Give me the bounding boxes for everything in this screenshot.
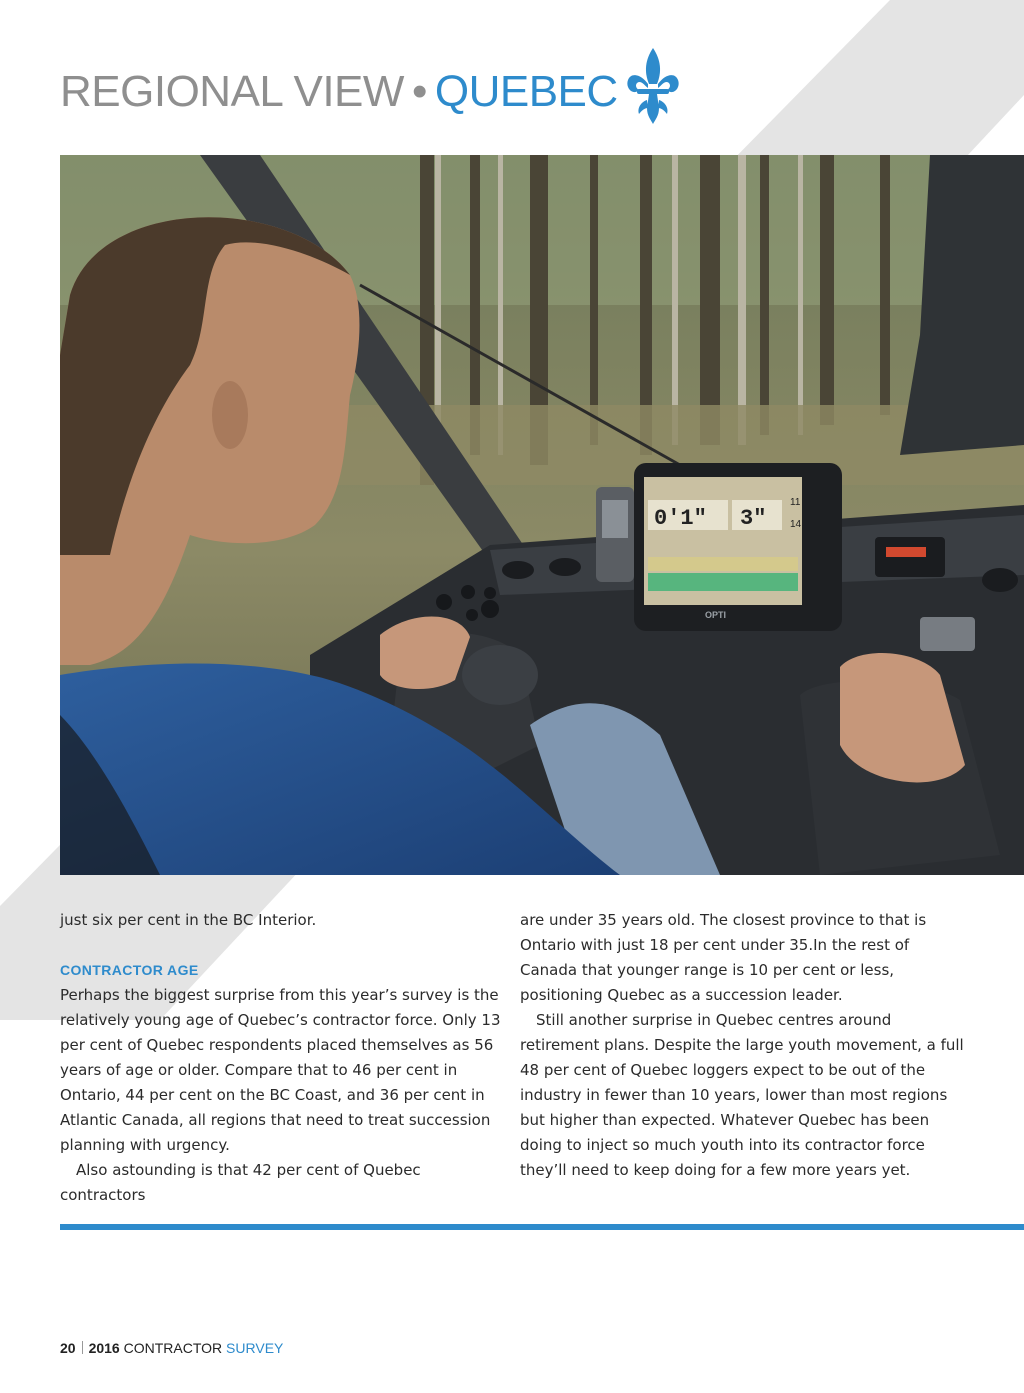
paragraph: are under 35 years old. The closest province to that is Ontario with just 18 per cent under 35.In the rest of Canada that younger range is 10 per cent or less, positioning Quebec as a succession leader. (520, 911, 927, 1004)
paragraph: Perhaps the biggest surprise from this year’s survey is the relatively young age of Quebec’s contractor force. Only 13 per cent of Quebec respondents placed themselves as 56 years of age or older. Compare that to 46 per cent in Ontario, 44 per cent on the BC Coast, and 36 per cent in Atlantic Canada, all regions that need to treat succession planning with urgency. (60, 986, 501, 1154)
paragraph: just six per cent in the BC Interior. (60, 911, 317, 929)
fleur-de-lis-icon (625, 46, 681, 126)
screen-left-readout: 0'1" (654, 506, 707, 531)
section-heading-contractor-age: CONTRACTOR AGE (60, 962, 199, 978)
publication-title-accent: SURVEY (226, 1340, 284, 1356)
screen-fraction-bottom: 14 (790, 519, 802, 530)
screen-right-readout: 3" (740, 506, 767, 531)
title-prefix: REGIONAL VIEW (60, 67, 404, 116)
article-column-left (60, 908, 510, 1208)
page-title (60, 66, 618, 118)
page-number: 20 (60, 1340, 76, 1356)
screen-brand: OPTI (705, 610, 727, 620)
paragraph: Also astounding is that 42 per cent of Quebec contractors (60, 1161, 421, 1204)
title-separator: • (411, 67, 427, 116)
publication-title: CONTRACTOR (123, 1340, 223, 1356)
footer-divider (82, 1341, 83, 1354)
accent-rule (60, 1224, 1024, 1230)
title-region: QUEBEC (434, 67, 618, 116)
article-column-right (520, 908, 970, 1183)
screen-fraction-top: 11 (790, 497, 801, 508)
cab-operator-photo (60, 155, 1024, 875)
paragraph: Still another surprise in Quebec centres around retirement plans. Despite the large youth movement, a full 48 per cent of Quebec loggers expect to be out of the industry in fewer than 10 years, lower than most regions but higher than expected. Whatever Quebec has been doing to inject so much youth into its contractor force they’ll need to keep doing for a few more years yet. (520, 1011, 964, 1179)
publication-year: 2016 (88, 1340, 120, 1356)
page-footer (60, 1338, 283, 1358)
